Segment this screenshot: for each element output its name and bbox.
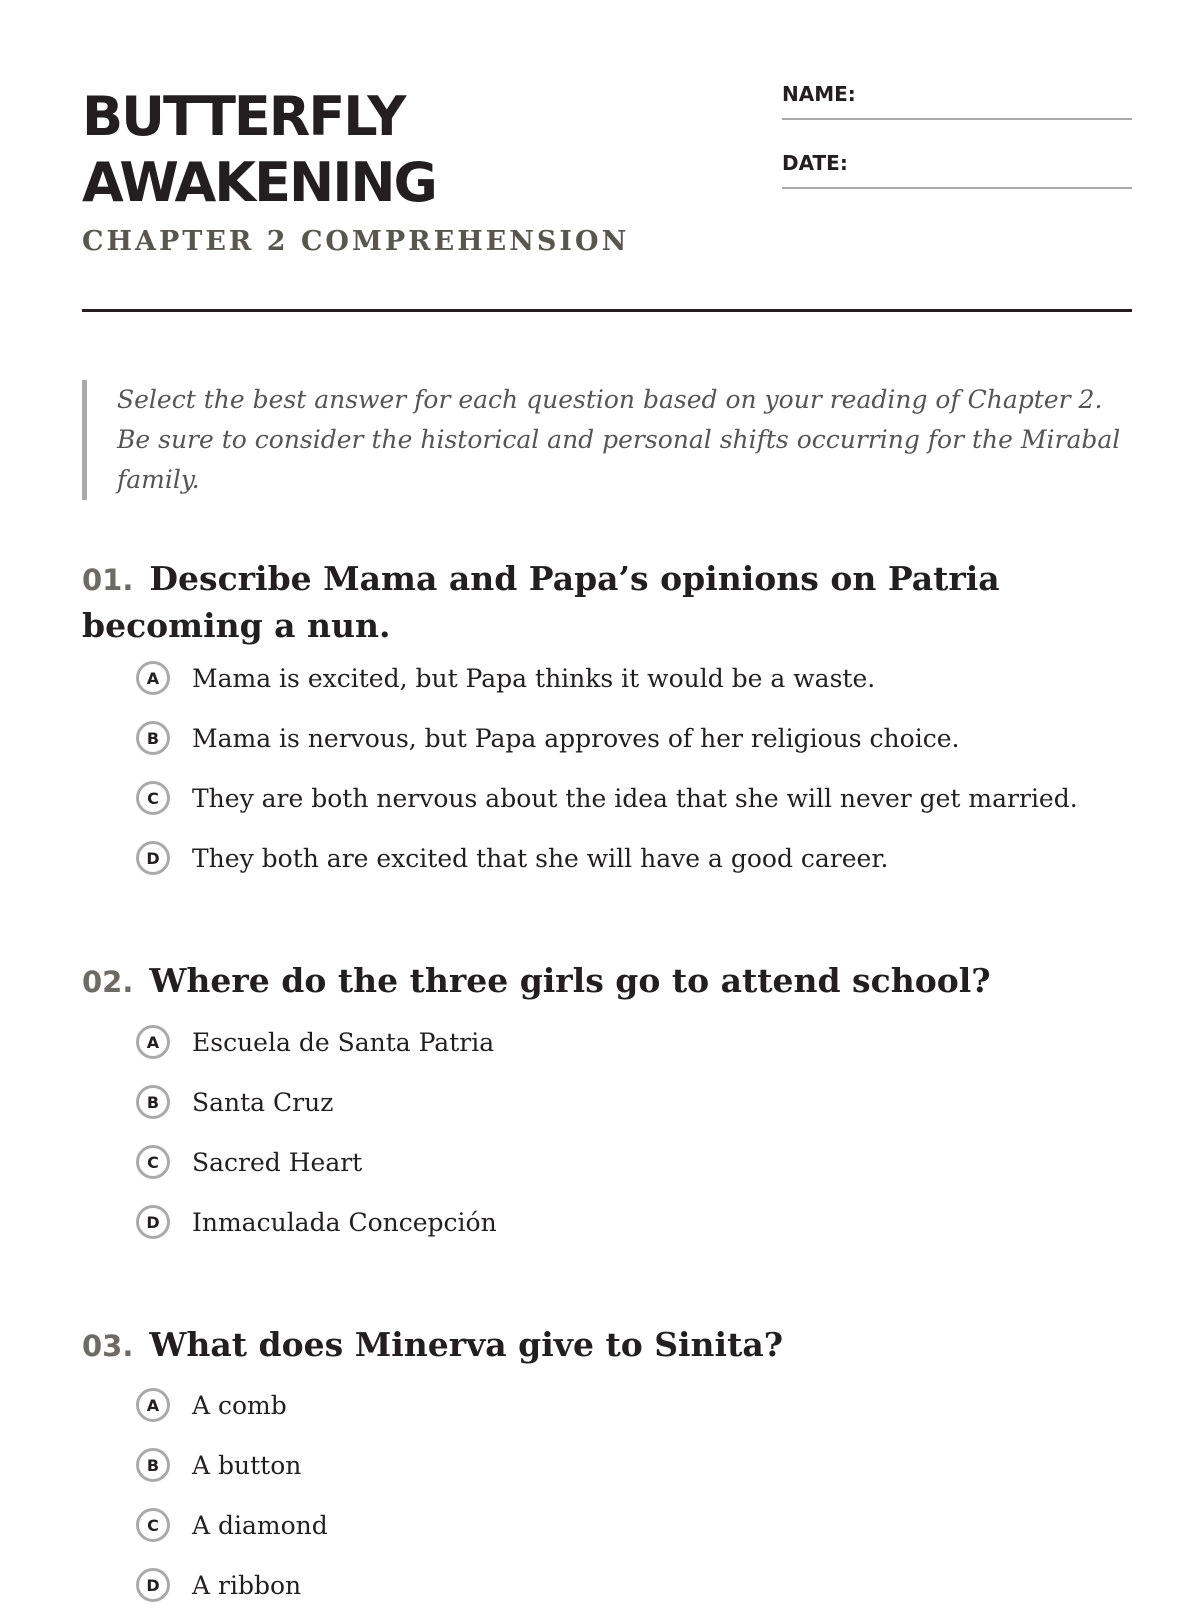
question-text: Where do the three girls go to attend school? bbox=[149, 961, 991, 1000]
option-text: A diamond bbox=[192, 1510, 328, 1540]
option-bubble[interactable]: D bbox=[136, 1205, 170, 1239]
option-bubble[interactable]: A bbox=[136, 661, 170, 695]
option-text: A ribbon bbox=[192, 1570, 302, 1600]
answer-option[interactable] bbox=[136, 1565, 301, 1605]
answer-option[interactable] bbox=[136, 658, 875, 698]
name-field[interactable] bbox=[782, 82, 1132, 120]
option-bubble[interactable]: D bbox=[136, 841, 170, 875]
option-bubble[interactable]: C bbox=[136, 1145, 170, 1179]
question-text: Describe Mama and Papa’s opinions on Patria becoming a nun. bbox=[82, 559, 1000, 645]
date-label: DATE: bbox=[782, 151, 848, 175]
question-heading bbox=[82, 1322, 1142, 1369]
answer-option[interactable] bbox=[136, 838, 889, 878]
option-text: They both are excited that she will have a good career. bbox=[192, 843, 889, 873]
worksheet-title bbox=[82, 84, 436, 216]
question-number: 01. bbox=[82, 563, 134, 597]
question-heading bbox=[82, 556, 1142, 649]
answer-option[interactable] bbox=[136, 1385, 287, 1425]
answer-option[interactable] bbox=[136, 1202, 497, 1242]
option-text: A comb bbox=[192, 1390, 287, 1420]
option-bubble[interactable]: C bbox=[136, 781, 170, 815]
option-bubble[interactable]: B bbox=[136, 1085, 170, 1119]
question-number: 03. bbox=[82, 1329, 134, 1363]
option-text: They are both nervous about the idea that she will never get married. bbox=[192, 783, 1078, 813]
answer-option[interactable] bbox=[136, 1142, 362, 1182]
option-text: Mama is excited, but Papa thinks it would be a waste. bbox=[192, 663, 876, 693]
question-heading bbox=[82, 958, 1142, 1005]
answer-option[interactable] bbox=[136, 1022, 494, 1062]
option-bubble[interactable]: C bbox=[136, 1508, 170, 1542]
name-label: NAME: bbox=[782, 82, 856, 106]
option-text: Escuela de Santa Patria bbox=[192, 1027, 495, 1057]
worksheet-subtitle: CHAPTER 2 COMPREHENSION bbox=[82, 226, 630, 257]
option-bubble[interactable]: A bbox=[136, 1025, 170, 1059]
question-number: 02. bbox=[82, 965, 134, 999]
answer-option[interactable] bbox=[136, 778, 1078, 818]
instructions: Select the best answer for each question based on your reading of Chapter 2. Be sure to consider the historical and personal shifts occurring for the Mirabal family. bbox=[82, 380, 1132, 500]
title-line-2: AWAKENING bbox=[82, 151, 436, 214]
answer-option[interactable] bbox=[136, 718, 959, 758]
header-divider bbox=[82, 309, 1132, 312]
date-field[interactable] bbox=[782, 151, 1132, 189]
option-bubble[interactable]: B bbox=[136, 1448, 170, 1482]
option-bubble[interactable]: A bbox=[136, 1388, 170, 1422]
title-line-1: BUTTERFLY bbox=[82, 85, 405, 148]
option-text: Sacred Heart bbox=[192, 1147, 363, 1177]
option-text: A button bbox=[192, 1450, 302, 1480]
answer-option[interactable] bbox=[136, 1082, 333, 1122]
option-bubble[interactable]: B bbox=[136, 721, 170, 755]
option-text: Mama is nervous, but Papa approves of her religious choice. bbox=[192, 723, 960, 753]
option-bubble[interactable]: D bbox=[136, 1568, 170, 1602]
answer-option[interactable] bbox=[136, 1445, 301, 1485]
option-text: Santa Cruz bbox=[192, 1087, 334, 1117]
question-text: What does Minerva give to Sinita? bbox=[149, 1325, 784, 1364]
option-text: Inmaculada Concepción bbox=[192, 1207, 497, 1237]
answer-option[interactable] bbox=[136, 1505, 328, 1545]
